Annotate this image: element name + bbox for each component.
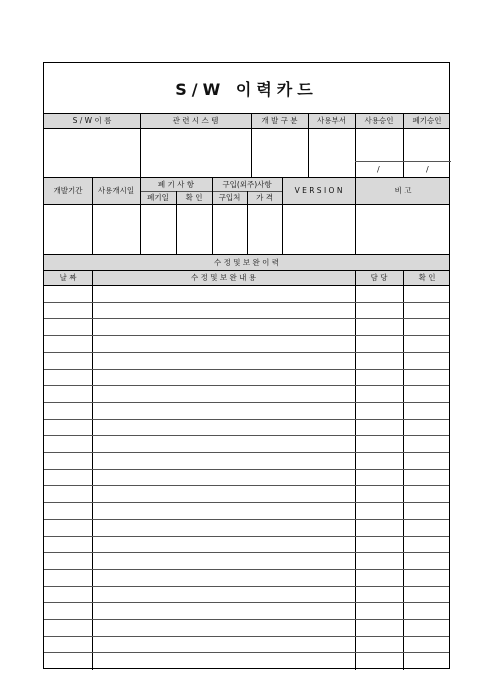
use-start-date-label: 사용개시일: [97, 186, 135, 195]
sw-history-card-form: [43, 62, 450, 669]
history-date-header: 날 짜: [59, 273, 77, 282]
history-row-divider: [44, 619, 449, 620]
history-row-divider: [44, 402, 449, 403]
disposal-items-label: 폐 기 사 항: [157, 179, 195, 189]
history-row-divider: [44, 302, 449, 303]
history-section-title: 수 정 및 보 완 이 력: [213, 257, 280, 267]
history-row-divider: [44, 335, 449, 336]
history-row-divider: [44, 602, 449, 603]
dev-period-label: 개발기간: [53, 186, 83, 195]
disposal-confirm-label: 확 인: [185, 193, 203, 202]
history-row-divider: [44, 652, 449, 653]
page-title: S/W 이력카드: [175, 79, 318, 99]
history-row-divider: [44, 435, 449, 436]
history-row-divider: [44, 318, 449, 319]
history-row-divider: [44, 519, 449, 520]
history-confirm-header: 확 인: [418, 273, 436, 282]
sw-name-label: S / W 이 름: [72, 116, 112, 125]
disposal-approval-date-slash: /: [426, 165, 429, 174]
history-row-divider: [44, 469, 449, 470]
history-row-divider: [44, 485, 449, 486]
version-label: V E R S I O N: [294, 186, 343, 195]
history-row-divider: [44, 352, 449, 353]
history-row-divider: [44, 369, 449, 370]
disposal-date-label: 폐기일: [147, 193, 169, 202]
history-row-divider: [44, 569, 449, 570]
dev-type-label: 개 발 구 분: [261, 116, 298, 125]
history-content-header: 수 정 및 보 완 내 용: [190, 273, 257, 282]
history-row-divider: [44, 536, 449, 537]
price-label: 가 격: [256, 193, 273, 202]
purchase-place-label: 구입처: [218, 193, 241, 202]
related-system-label: 관 련 시 스 템: [172, 116, 219, 125]
history-manager-header: 담 당: [370, 273, 388, 282]
history-row-divider: [44, 502, 449, 503]
history-row-divider: [44, 452, 449, 453]
history-row-divider: [44, 552, 449, 553]
disposal-approval-label: 폐기승인: [412, 116, 442, 125]
history-row-divider: [44, 586, 449, 587]
history-row-divider: [44, 385, 449, 386]
remarks-label: 비 고: [394, 186, 412, 195]
user-dept-label: 사용부서: [317, 116, 346, 125]
purchase-items-label: 구입(외주)사항: [222, 179, 272, 189]
use-approval-label: 사용승인: [364, 116, 394, 125]
history-row-divider: [44, 636, 449, 637]
history-row-divider: [44, 419, 449, 420]
use-approval-date-slash: /: [377, 165, 380, 174]
